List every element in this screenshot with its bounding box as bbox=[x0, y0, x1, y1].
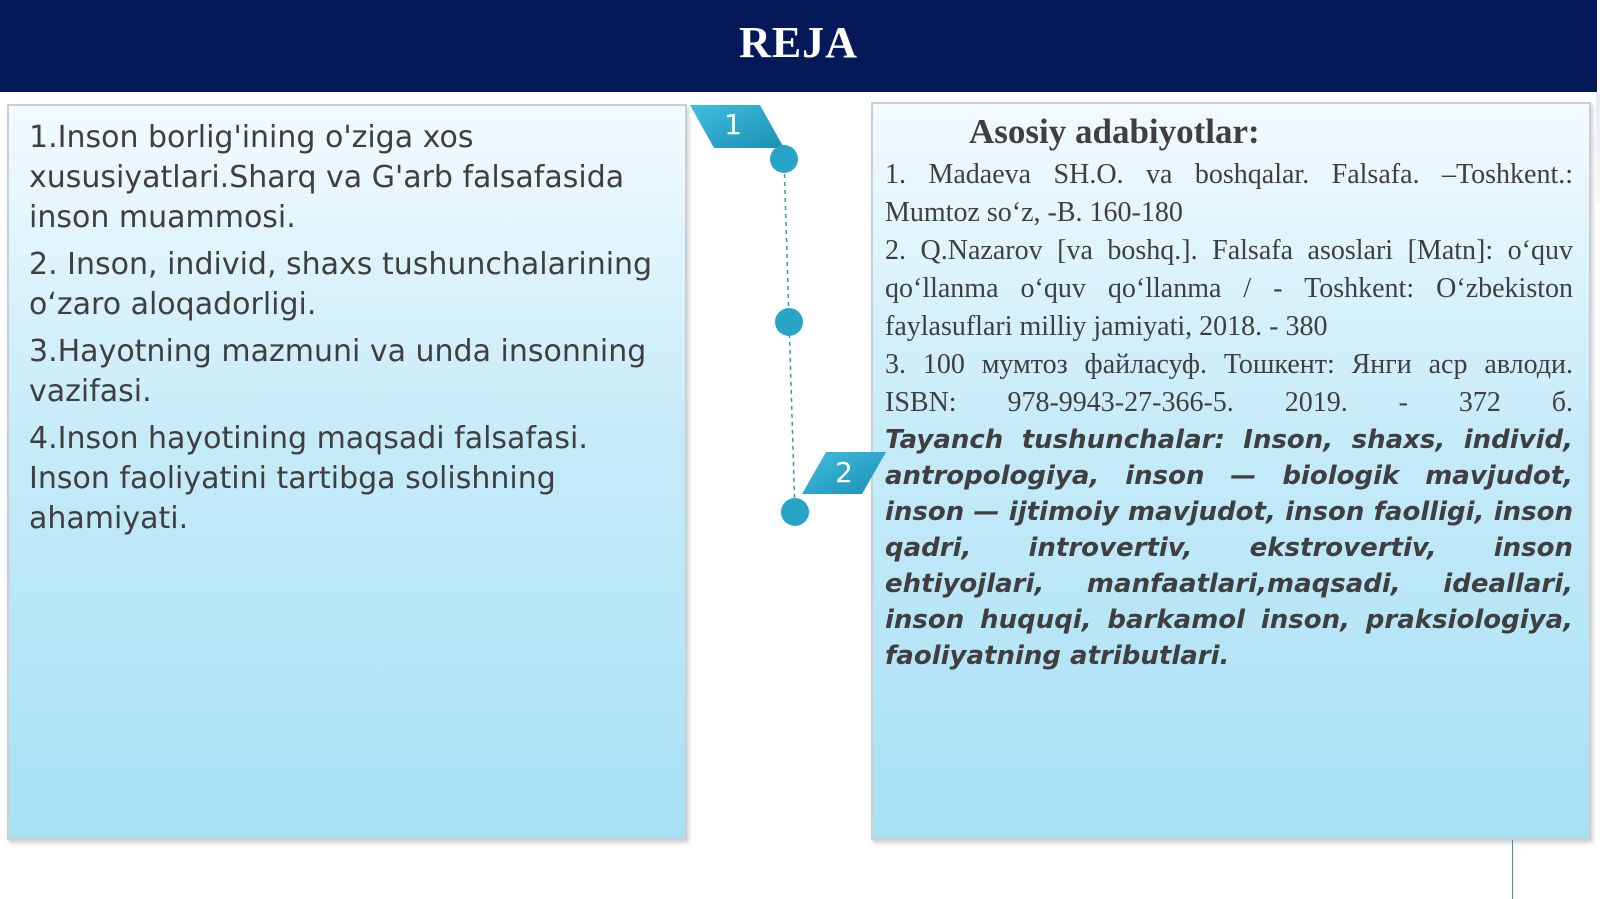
key-terms: Tayanch tushunchalar: Inson, shaxs, individ, antropologiya, inson — biologik mavjudot, inson — ijtimoiy mavjudot, inson faolligi, inson qadri, introvertiv, ekstrovertiv, inson ehtiyojlari, manfaatlari,maqsadi, ideallari, inson huquqi, barkamol inson, praksiologiya, faoliyatning atributlari. bbox=[885, 425, 1573, 671]
badge-number-1: 1 bbox=[724, 108, 742, 141]
timeline-dot bbox=[775, 308, 803, 336]
plan-item: 4.Inson hayotining maqsadi falsafasi. Inson faoliyatini tartibga solishning ahamiyati. bbox=[29, 421, 588, 536]
badge-number-2: 2 bbox=[835, 456, 853, 489]
literature-item: 1. Madaeva SH.O. va boshqalar. Falsafa. –Toshkent.: Mumtoz so‘z, -B. 160-180 bbox=[885, 159, 1573, 228]
slide-title: REJA bbox=[739, 17, 858, 67]
literature-item: 2. Q.Nazarov [va boshq.]. Falsafa asoslari [Matn]: o‘quv qo‘llanma o‘quv qo‘llanma / - Toshkent: O‘zbekiston faylasuflari milliy jamiyati, 2018. - 380 bbox=[885, 235, 1573, 342]
literature-heading: Asosiy adabiyotlar: bbox=[969, 112, 1260, 151]
timeline-dot bbox=[781, 498, 809, 526]
literature-item: 3. 100 мумтоз файласуф. Тошкент: Янги аср авлоди. ISBN: 978-9943-27-366-5. 2019. - 372 б. bbox=[885, 349, 1573, 418]
decorative-line bbox=[1512, 840, 1513, 899]
timeline-dot bbox=[770, 145, 798, 173]
plan-item: 3.Hayotning mazmuni va unda insonning vazifasi. bbox=[29, 334, 647, 409]
plan-item: 2. Inson, individ, shaxs tushunchalarining o‘zaro aloqadorligi. bbox=[29, 247, 653, 322]
plan-item: 1.Inson borlig'ining o'ziga xos xususiyatlari.Sharq va G'arb falsafasida inson muammosi. bbox=[29, 120, 625, 235]
